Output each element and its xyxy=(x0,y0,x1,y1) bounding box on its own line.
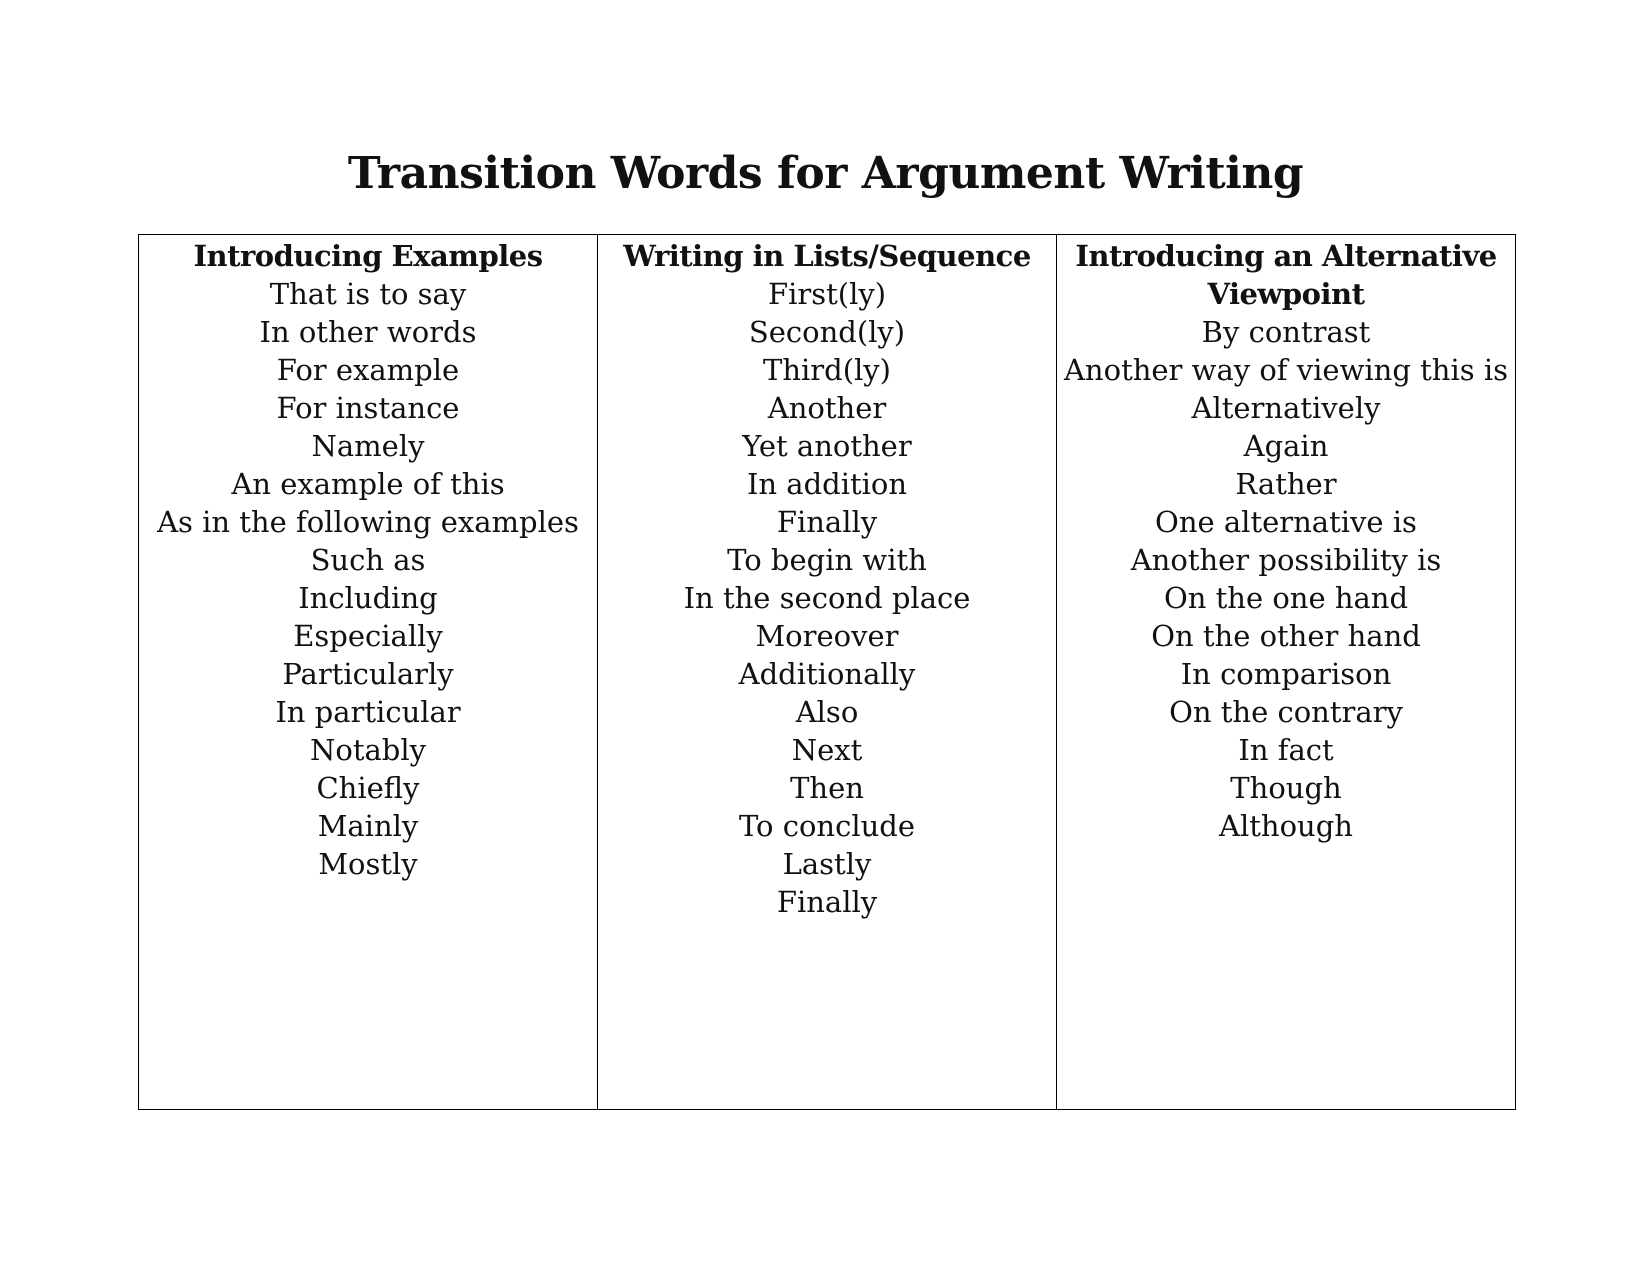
column-header: Introducing an Alternative Viewpoint xyxy=(1075,239,1497,311)
column-header: Writing in Lists/Sequence xyxy=(623,239,1031,273)
list-item: An example of this xyxy=(231,467,505,501)
column-introducing-examples xyxy=(139,235,598,1109)
list-item: In comparison xyxy=(1180,657,1392,691)
list-item: On the other hand xyxy=(1151,619,1421,653)
transition-words-table xyxy=(138,234,1516,1110)
word-list xyxy=(1057,313,1515,845)
list-item: On the one hand xyxy=(1163,581,1409,615)
list-item: Such as xyxy=(310,543,426,577)
list-item: Chiefly xyxy=(316,771,420,805)
page-title: Transition Words for Argument Writing xyxy=(347,148,1304,199)
list-item: Another xyxy=(767,391,887,425)
list-item: Another way of viewing this is xyxy=(1063,353,1509,387)
word-list xyxy=(139,275,597,883)
list-item: Lastly xyxy=(782,847,872,881)
list-item: In the second place xyxy=(683,581,971,615)
word-list xyxy=(598,275,1056,921)
list-item: Including xyxy=(298,581,438,615)
list-item: One alternative is xyxy=(1155,505,1417,539)
column-header: Introducing Examples xyxy=(193,239,543,273)
list-item: As in the following examples xyxy=(157,505,579,539)
column-alternative-viewpoint xyxy=(1057,235,1515,1109)
list-item: Yet another xyxy=(742,429,912,463)
list-item: Rather xyxy=(1235,467,1337,501)
column-writing-in-lists xyxy=(598,235,1057,1109)
list-item: Especially xyxy=(293,619,443,653)
list-item: Second(ly) xyxy=(748,315,906,349)
list-item: Finally xyxy=(776,885,878,919)
list-item: In other words xyxy=(259,315,477,349)
list-item: To conclude xyxy=(738,809,916,843)
list-item: For instance xyxy=(276,391,460,425)
list-item: Alternatively xyxy=(1191,391,1381,425)
list-item: On the contrary xyxy=(1169,695,1403,729)
list-item: Mostly xyxy=(318,847,418,881)
list-item: Moreover xyxy=(755,619,899,653)
list-item: In addition xyxy=(746,467,908,501)
list-item: That is to say xyxy=(269,277,467,311)
list-item: For example xyxy=(276,353,460,387)
list-item: To begin with xyxy=(727,543,927,577)
list-item: Particularly xyxy=(282,657,454,691)
list-item: In fact xyxy=(1238,733,1334,767)
list-item: Also xyxy=(795,695,859,729)
list-item: Although xyxy=(1219,809,1353,843)
list-item: Another possibility is xyxy=(1130,543,1442,577)
list-item: First(ly) xyxy=(767,277,887,311)
list-item: In particular xyxy=(275,695,461,729)
list-item: Additionally xyxy=(738,657,916,691)
list-item: Notably xyxy=(310,733,426,767)
list-item: By contrast xyxy=(1201,315,1371,349)
list-item: Mainly xyxy=(317,809,419,843)
list-item: Again xyxy=(1243,429,1329,463)
list-item: Next xyxy=(791,733,863,767)
list-item: Though xyxy=(1230,771,1342,805)
list-item: Third(ly) xyxy=(762,353,891,387)
list-item: Finally xyxy=(776,505,878,539)
list-item: Namely xyxy=(311,429,425,463)
list-item: Then xyxy=(790,771,864,805)
